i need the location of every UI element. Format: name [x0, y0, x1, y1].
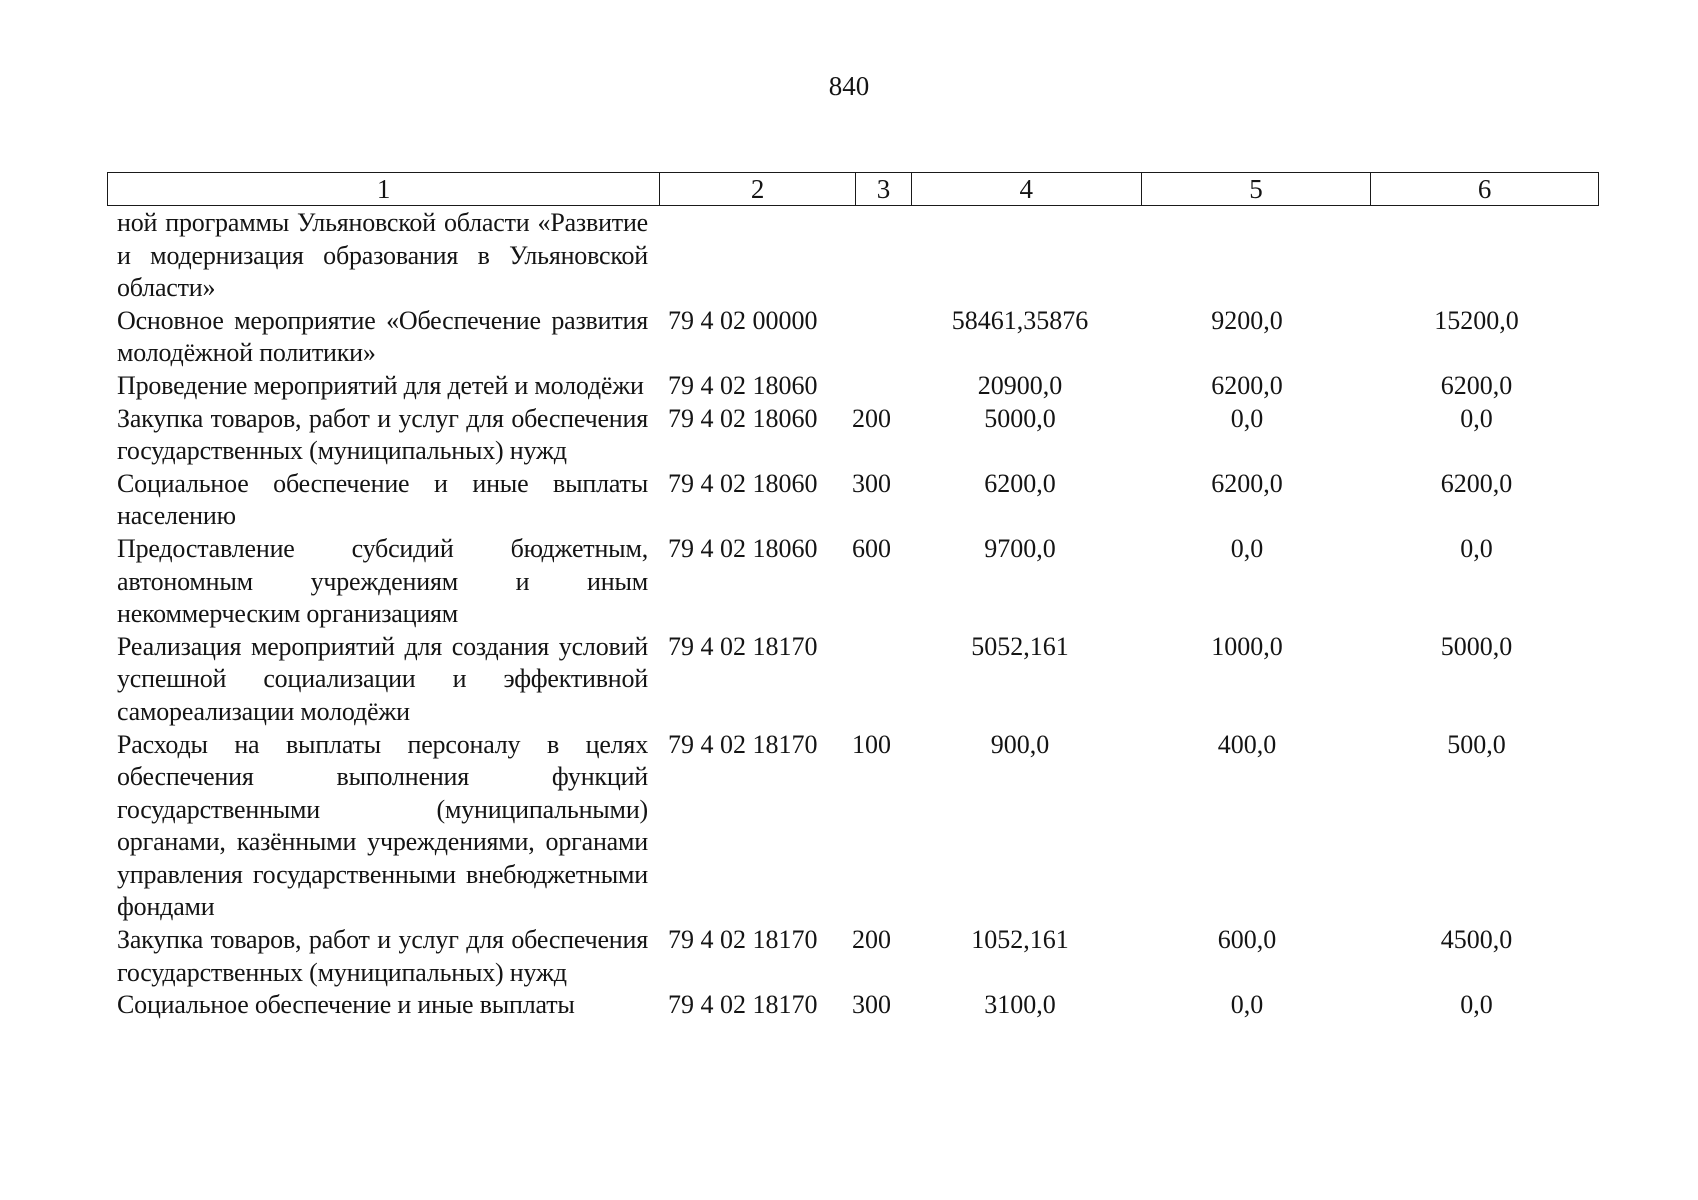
row-value-4: 20900,0	[977, 370, 1063, 400]
table-row	[117, 729, 1599, 925]
row-name: Закупка товаров, работ и услуг для обеспечения государственных (муниципальных) нужд	[117, 403, 648, 466]
row-kind: 200	[852, 403, 891, 433]
row-value-4: 900,0	[990, 729, 1050, 759]
row-name: Предоставление субсидий бюджетным, автономным учреждениям и иным некоммерческим организациям	[117, 533, 648, 629]
header-cell-5: 5	[1142, 173, 1372, 205]
row-name: Социальное обеспечение и иные выплаты населению	[117, 468, 648, 531]
row-value-4: 5052,161	[971, 631, 1069, 661]
row-value-5: 0,0	[1230, 403, 1264, 433]
table-row	[117, 924, 1599, 989]
header-cell-4: 4	[912, 173, 1142, 205]
table-row	[117, 403, 1599, 468]
table-row	[117, 305, 1599, 370]
row-value-5: 6200,0	[1211, 468, 1283, 498]
row-name: Закупка товаров, работ и услуг для обеспечения государственных (муниципальных) нужд	[117, 925, 648, 987]
row-name: ной программы Ульяновской области «Развитие и модернизация образования в Ульяновской области»	[117, 208, 648, 303]
row-code: 79 4 02 18060	[668, 403, 818, 433]
row-code: 79 4 02 18170	[668, 925, 818, 955]
table-row	[117, 989, 1599, 1022]
table-body	[117, 207, 1599, 1022]
row-value-6: 15200,0	[1434, 305, 1519, 335]
row-value-5: 9200,0	[1211, 305, 1283, 335]
row-value-6: 0,0	[1460, 990, 1493, 1020]
row-code: 79 4 02 00000	[668, 305, 818, 335]
row-kind: 200	[852, 925, 891, 955]
table-row	[117, 533, 1599, 631]
header-cell-3: 3	[856, 173, 912, 205]
row-value-6: 6200,0	[1440, 370, 1513, 400]
row-kind	[844, 631, 900, 729]
row-value-4: 1052,161	[971, 925, 1069, 955]
row-value-5: 400,0	[1217, 729, 1277, 759]
row-value-5: 0,0	[1230, 990, 1264, 1020]
row-code	[648, 207, 844, 305]
row-code: 79 4 02 18060	[668, 468, 818, 498]
row-kind	[844, 305, 900, 370]
row-kind	[844, 370, 900, 403]
table-row	[117, 468, 1599, 533]
row-code: 79 4 02 18060	[668, 370, 818, 400]
row-kind: 300	[852, 468, 891, 498]
row-code: 79 4 02 18170	[668, 990, 818, 1020]
row-kind: 100	[852, 729, 891, 759]
row-value-6: 0,0	[1460, 533, 1493, 563]
row-name: Реализация мероприятий для создания условий успешной социализации и эффективной самореализации молодёжи	[117, 631, 648, 726]
header-cell-1: 1	[108, 173, 660, 205]
page-number: 840	[828, 71, 870, 101]
row-name: Расходы на выплаты персоналу в целях обеспечения выполнения функций государственными (муниципальными) органами, казёнными учреждениями, органами управления государственными внебюджетными фондами	[117, 729, 648, 922]
row-value-6	[1360, 207, 1587, 305]
row-name: Проведение мероприятий для детей и молодёжи	[117, 370, 644, 400]
row-value-5: 0,0	[1230, 533, 1264, 563]
row-name: Социальное обеспечение и иные выплаты	[117, 990, 575, 1020]
table-header-row	[107, 172, 1599, 206]
row-value-4: 5000,0	[984, 403, 1056, 433]
row-value-5: 1000,0	[1211, 631, 1283, 661]
table-row	[117, 370, 1599, 403]
row-code: 79 4 02 18170	[668, 729, 818, 759]
row-value-4: 6200,0	[984, 468, 1056, 498]
row-kind	[844, 207, 900, 305]
row-value-5: 600,0	[1217, 925, 1277, 955]
row-value-6: 0,0	[1460, 403, 1493, 433]
table-row	[117, 631, 1599, 729]
row-code: 79 4 02 18060	[668, 533, 818, 563]
row-value-4: 3100,0	[984, 990, 1056, 1020]
row-value-5	[1130, 207, 1360, 305]
row-value-4: 58461,35876	[951, 305, 1089, 335]
row-value-4: 9700,0	[984, 533, 1056, 563]
row-value-6: 4500,0	[1440, 925, 1513, 955]
header-cell-6: 6	[1477, 174, 1492, 204]
row-value-6: 500,0	[1447, 729, 1506, 759]
header-cell-2: 2	[660, 173, 856, 205]
table-row	[117, 207, 1599, 305]
row-value-5: 6200,0	[1211, 370, 1283, 400]
row-value-4	[900, 207, 1130, 305]
row-code: 79 4 02 18170	[668, 631, 818, 661]
row-kind: 300	[852, 990, 891, 1020]
row-kind: 600	[852, 533, 891, 563]
row-value-6: 5000,0	[1440, 631, 1513, 661]
row-name: Основное мероприятие «Обеспечение развития молодёжной политики»	[117, 305, 648, 368]
row-value-6: 6200,0	[1440, 468, 1513, 498]
